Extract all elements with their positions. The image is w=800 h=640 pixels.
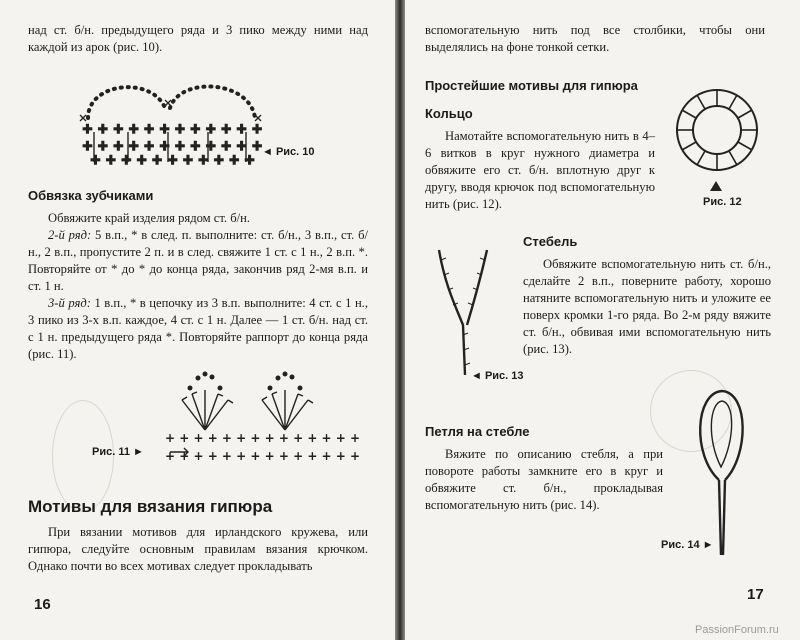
row2-paragraph — [28, 227, 368, 295]
row3-text: 1 в.п., * в цепочку из 3 в.п. выполните: 4 ст. с 1 н., 3 пико из 3-х в.п. каждое, 4 ст. с 1 н. Далее — 1 ст. б/н. над ст. с 1 н. предыдущего ряда *. Повторяйте раппорт до конца ряда (рис. 11). — [28, 296, 368, 361]
row3-label: 3-й ряд: — [48, 296, 91, 310]
right-page — [405, 0, 800, 640]
stem-text: Обвяжите вспомогательную нить ст. б/н., сделайте 2 в.п., поверните работу, хорошо натяните вспомогательную нить и уложите ее поверх кромки 1-го ряда. Во 2-м ряду вяжите ст. б/н., обвивая ими вспомогательную нить (рис. 13). — [523, 257, 771, 356]
svg-text:+ + + + + + + + + + + +: + + + + + + + + + + + + — [82, 139, 263, 154]
figure-10-caption: ◄ Рис. 10 — [262, 146, 315, 158]
section-heading-edging: Обвязка зубчиками — [28, 188, 154, 203]
page-number-left: 16 — [34, 596, 51, 613]
svg-text:+ + + + + + + + + + + + + +: + + + + + + + + + + + + + + — [165, 431, 361, 445]
left-intro-text: над ст. б/н. предыдущего ряда и 3 пико между ними над каждой из арок (рис. 10). — [28, 23, 368, 54]
figure-13-stem-diagram — [427, 245, 497, 380]
figure-12-caption: Рис. 12 — [703, 196, 742, 208]
row3-paragraph — [28, 295, 368, 363]
watermark-text: PassionForum.ru — [695, 624, 779, 636]
page-number-right: 17 — [747, 586, 764, 603]
svg-text:+ + + + + + + + + + + + + +: + + + + + + + + + + + + + + — [165, 449, 361, 463]
big-heading-simple-motifs: Простейшие мотивы для гипюра — [425, 78, 638, 93]
figure-10-crochet-diagram — [70, 70, 270, 168]
left-page — [0, 0, 395, 640]
stem-heading: Стебель — [523, 234, 578, 249]
figure-12-ring-diagram — [667, 80, 767, 180]
row2-label: 2-й ряд: — [48, 228, 92, 242]
guipure-paragraph: При вязании мотивов для ирландского кружева, или гипюра, следуйте основным правилам вязания крючком. Однако почти во всех мотивах следует прокладывать — [28, 525, 368, 573]
edging-paragraph — [28, 210, 368, 363]
loop-heading: Петля на стебле — [425, 424, 530, 439]
edging-para1: Обвяжите край изделия рядом ст. б/н. — [48, 211, 251, 225]
row2-text: 5 в.п., * в след. п. выполните: ст. б/н., 3 в.п., ст. б/н., 2 в.п., пропустите 2 п. и в след. свяжите 1 ст. с 1 н., 2 в.п. *. Повторяйте от * до * до конца ряда, закончив ряд 2-мя в.п. и ст. 1 н. — [28, 228, 368, 293]
figure-11-caption: Рис. 11 ► — [92, 446, 144, 458]
figure-13-caption: ◄ Рис. 13 — [471, 370, 524, 382]
svg-text:+ + + + + + + + + + +: + + + + + + + + + + + — [90, 153, 256, 168]
figure-12-arrow-icon — [710, 181, 722, 191]
ring-text: Намотайте вспомогательную нить в 4–6 витков в круг нужного диаметра и обвяжите его ст. б/н. вплотную друг к другу, вводя крючок под вспомогательную нить (рис. 12). — [425, 129, 655, 211]
figure-14-caption: Рис. 14 ► — [661, 539, 714, 551]
figure-14-loop-diagram — [687, 385, 757, 560]
svg-text:+ + + + + + + + + + + +: + + + + + + + + + + + + — [82, 122, 263, 137]
ring-heading: Кольцо — [425, 106, 473, 121]
right-intro-text: вспомогательную нить под все столбики, чтобы они выделялись на фоне тонкой сетки. — [425, 23, 765, 54]
big-heading-guipure: Мотивы для вязания гипюра — [28, 497, 273, 516]
book-gutter — [395, 0, 405, 640]
figure-11-crochet-diagram — [160, 370, 361, 465]
loop-text: Вяжите по описанию стебля, а при повороте работы замкните его в круг и обвяжите ст. б/н., прокладывая вспомогательную нить (рис. 14). — [425, 447, 663, 512]
